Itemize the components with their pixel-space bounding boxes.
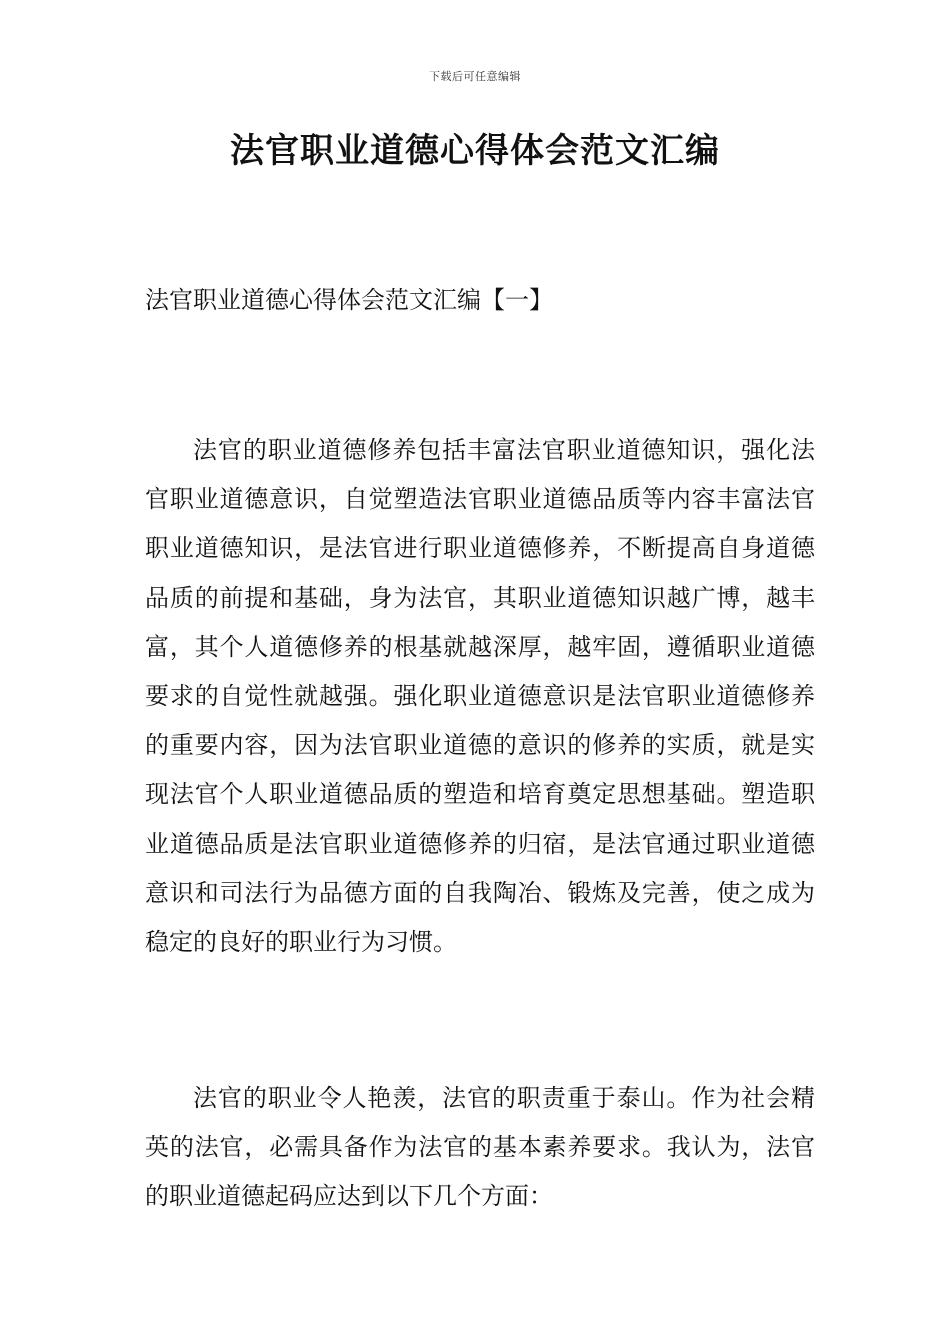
body-paragraph-2: 法官的职业令人艳羡，法官的职责重于泰山。作为社会精英的法官，必需具备作为法官的基本素养要求。我认为，法官的职业道德起码应达到以下几个方面：	[145, 1084, 815, 1211]
body-paragraph-1: 法官的职业道德修养包括丰富法官职业道德知识，强化法官职业道德意识，自觉塑造法官职业道德品质等内容丰富法官职业道德知识，是法官进行职业道德修养，不断提高自身道德品质的前提和基础，身为法官，其职业道德知识越广博，越丰富，其个人道德修养的根基就越深厚，越牢固，遵循职业道德要求的自觉性就越强。强化职业道德意识是法官职业道德修养的重要内容，因为法官职业道德的意识的修养的实质，就是实现法官个人职业道德品质的塑造和培育奠定思想基础。塑造职业道德品质是法官职业道德修养的归宿，是法官通过职业道德意识和司法行为品德方面的自我陶冶、锻炼及完善，使之成为稳定的良好的职业行为习惯。	[145, 436, 815, 957]
section-heading: 法官职业道德心得体会范文汇编【一】	[145, 286, 553, 314]
document-title: 法官职业道德心得体会范文汇编	[230, 131, 720, 171]
header-note: 下载后可任意编辑	[429, 70, 521, 83]
